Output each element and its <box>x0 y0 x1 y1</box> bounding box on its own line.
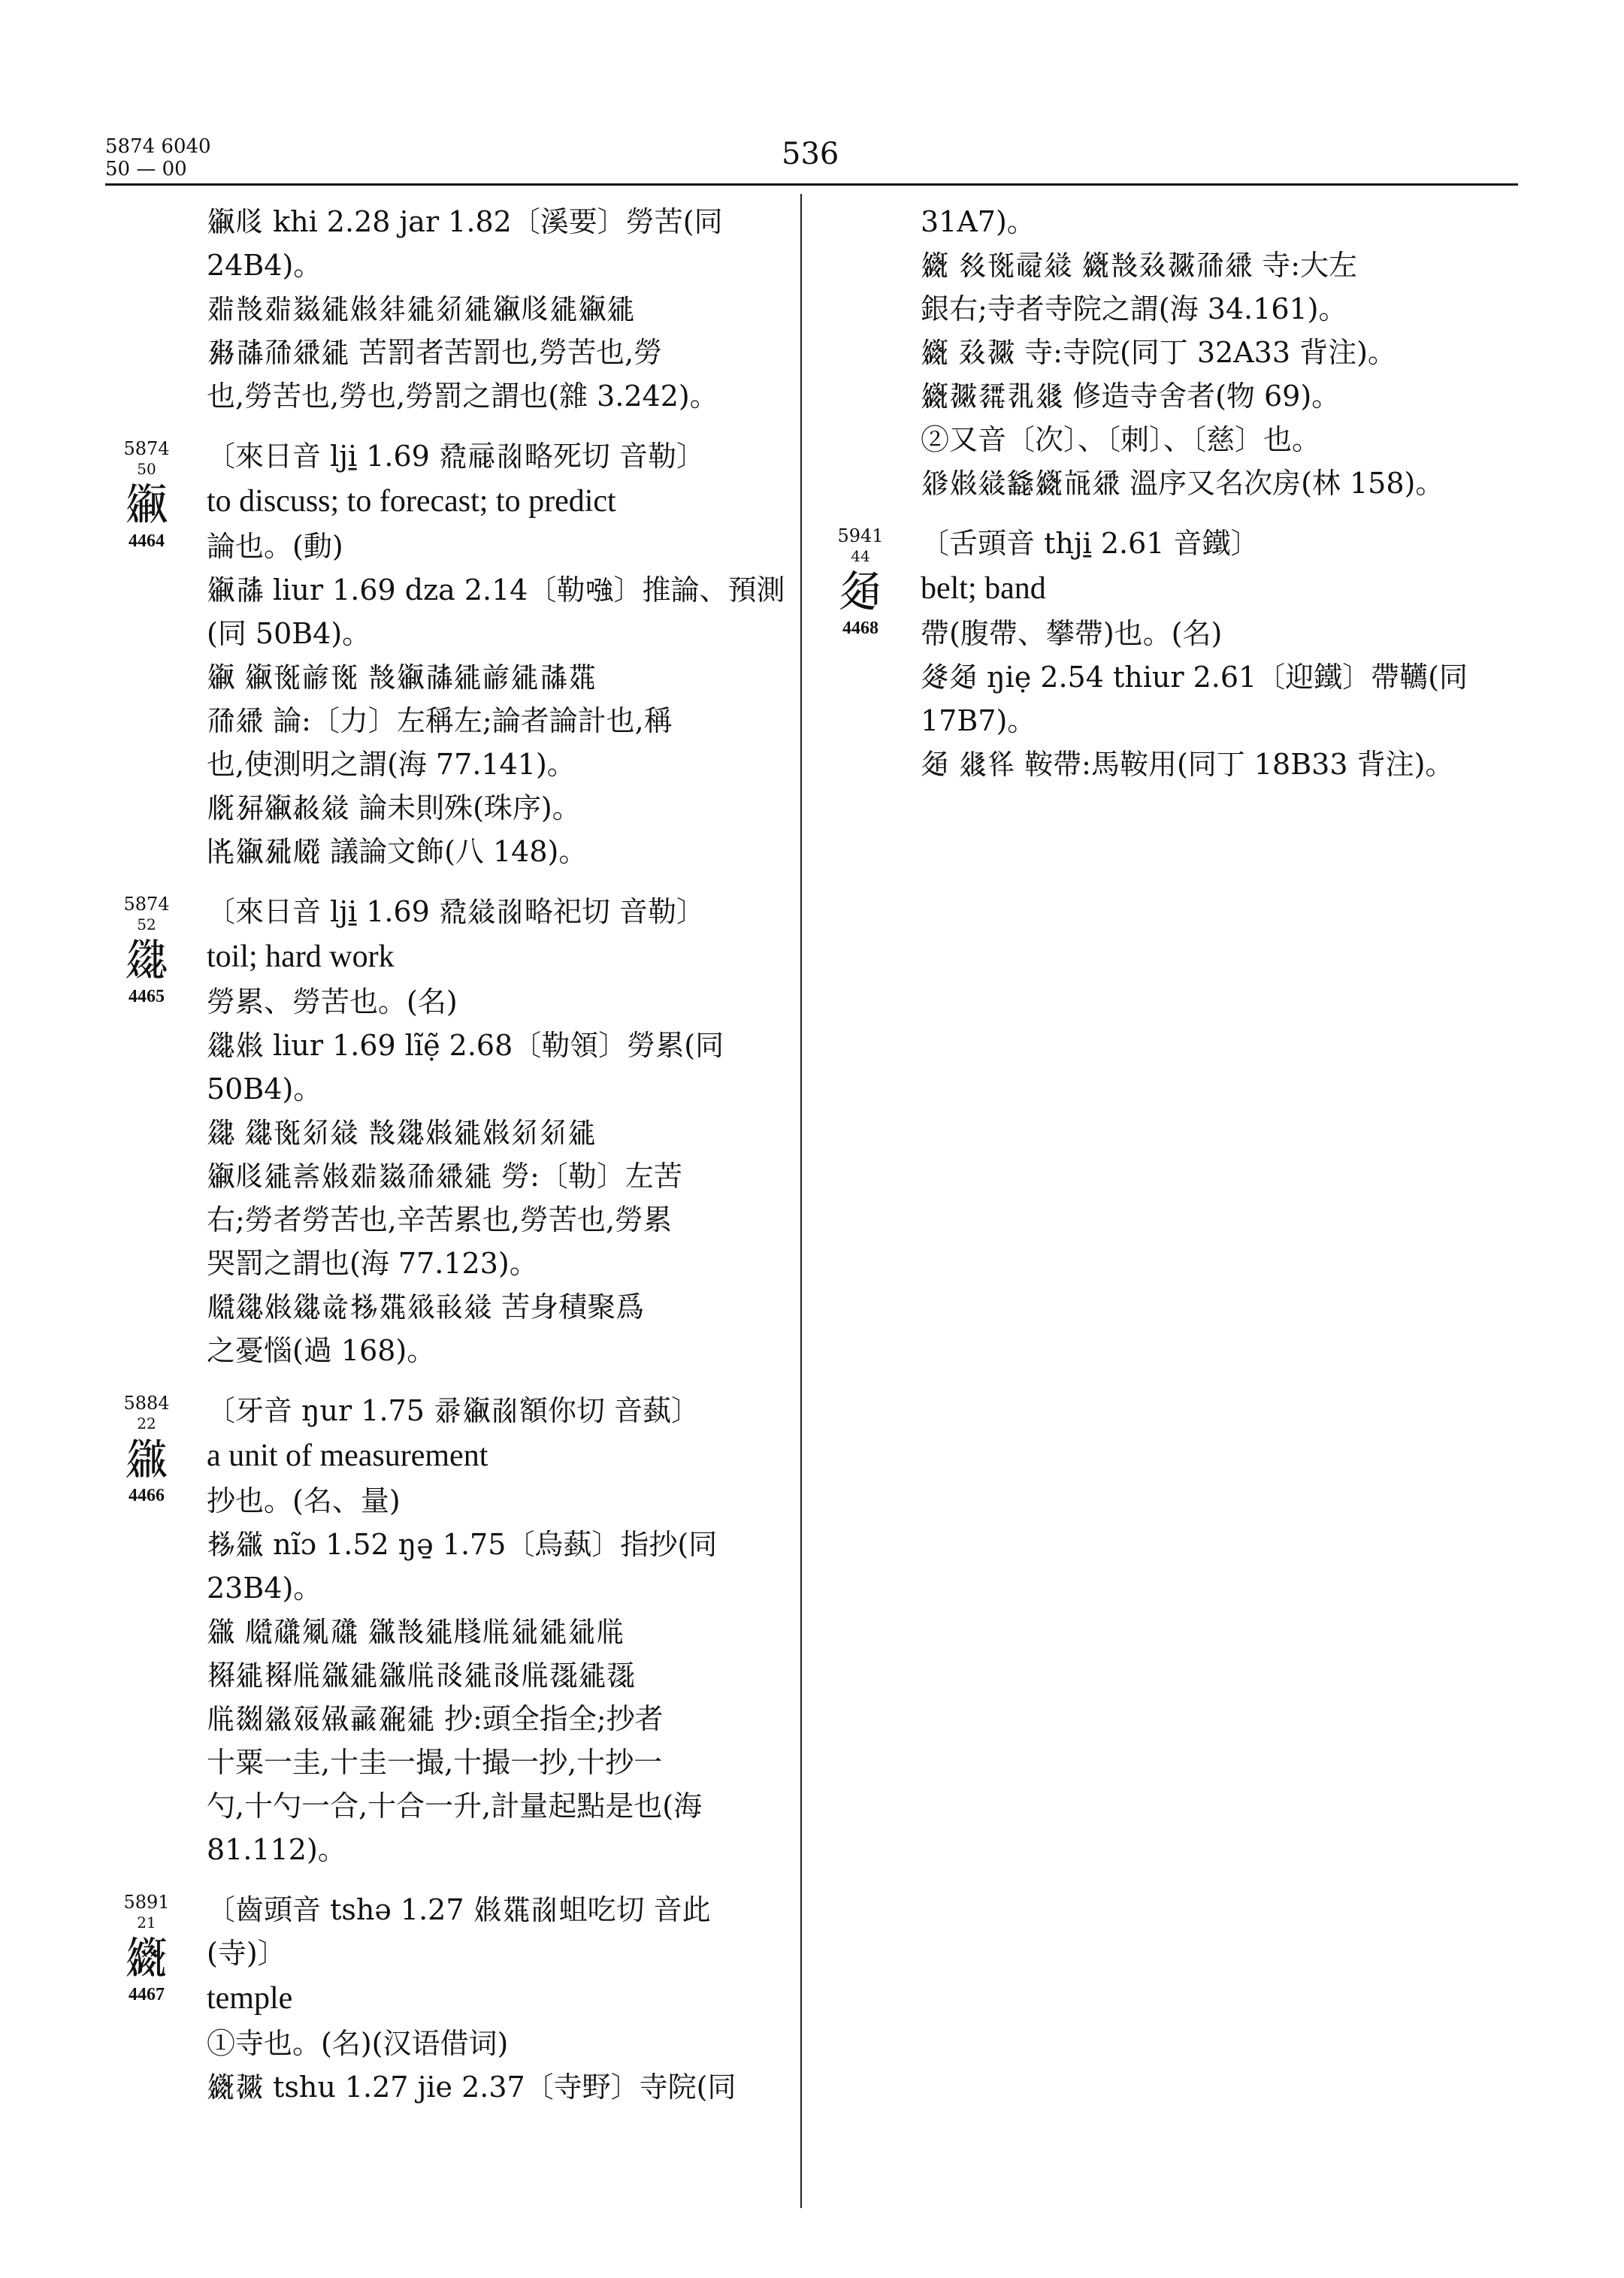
header-entry-range <box>105 135 211 180</box>
english-gloss: temple <box>207 1981 293 2016</box>
text-line: 𗪨𗰜 liur 1.69 dza 2.14〔勒𠼢〕推論、預測 <box>207 573 785 607</box>
entry-subcode: 22 <box>137 1414 156 1432</box>
entry-code: 5874 <box>123 894 170 915</box>
text-line: 抄也。(名、量) <box>207 1484 401 1517</box>
text-line: 帶(腹帶、攀帶)也。(名) <box>921 617 1223 650</box>
pronunciation-line: 〔來日音 lji̱ 1.69 𘟣𗄊𗰖略死切 音勒〕 <box>207 440 706 473</box>
text-line: 銀右;寺者寺院之謂(海 34.161)。 <box>921 292 1347 325</box>
entry-gutter <box>105 437 188 552</box>
pronunciation-line: 〔齒頭音 tshə 1.27 𗏡𗶷𗰖蛆吃切 音此 <box>207 1893 711 1926</box>
dictionary-entry-4466 <box>105 1389 789 1871</box>
text-line: 𗗫𗧓𗗫𗄼𗫡𗧓𗫡𗄼𗰗𗧓𗰗𗄼𗖰𗧓𗖰 <box>207 1659 636 1692</box>
header-rule <box>105 183 1518 186</box>
text-line: 哭罰之謂也(海 77.123)。 <box>207 1247 538 1280</box>
text-line: 右;勞者勞苦也,辛苦累也,勞苦也,勞累 <box>207 1203 673 1236</box>
entry-code: 5884 <box>123 1393 170 1414</box>
text-line: 𗆮𗪩𗏡𗪩𗯨𗈪𗶷𗤻𗷰𗧊 苦身積聚爲 <box>207 1290 645 1324</box>
text-line: 17B7)。 <box>921 704 1036 737</box>
continuation-block <box>819 200 1518 505</box>
headword-glyph: 𗬀 <box>838 566 882 617</box>
text-line: 𗗙𗧗 論:〔力〕左稱左;論者論計也,稱 <box>207 704 673 737</box>
dictionary-entry-4468 <box>819 522 1518 786</box>
text-line: 十粟一圭,十圭一撮,十撮一抄,十抄一 <box>207 1746 663 1779</box>
text-line: 𗅋𗉘𗪨𗳒𗧊 論未則殊(珠序)。 <box>207 791 581 824</box>
entry-number: 4465 <box>129 987 165 1006</box>
text-line: 勞累、勞苦也。(名) <box>207 985 458 1018</box>
entry-number: 4467 <box>129 1985 165 2004</box>
headword-glyph: 𗪩 <box>124 934 168 985</box>
headword-glyph: 𗫡 <box>124 1433 168 1484</box>
right-column <box>819 200 1518 803</box>
pronunciation-line: 〔牙音 ŋur 1.75 𗈁𗪨𗰖額你切 音蓺〕 <box>207 1394 700 1427</box>
page-number: 536 <box>782 137 839 171</box>
text-line: 𗪨𗄴𗧓𗑄𗏡𘄽𘑄𗗙𗧗𗧓 勞:〔勒〕左苦 <box>207 1160 682 1193</box>
text-line: 81.112)。 <box>207 1833 346 1866</box>
entry-subcode: 44 <box>851 547 870 565</box>
text-line: 𗫡 𗆮𗗢𗏇𗗢 𗫡𘕕𗧓𗹦𗄼𗣼𗧓𗣼𗄼 <box>207 1615 625 1648</box>
entry-gutter <box>105 893 188 1007</box>
dictionary-entry-4467 <box>105 1888 789 2109</box>
dictionary-entry-4465 <box>105 890 789 1372</box>
entry-gutter <box>105 1891 188 2005</box>
text-line: (寺)〕 <box>207 1937 286 1970</box>
entry-code: 5941 <box>837 525 884 546</box>
entry-code: 5891 <box>123 1892 170 1913</box>
text-line: 𗫪𗗂 tshu 1.27 jie 2.37〔寺野〕寺院(同 <box>207 2071 736 2104</box>
text-line: 𗈪𗫡 nĩɔ 1.52 ŋə̱ 1.75〔烏蓺〕指抄(同 23B4)。 <box>207 1528 718 1605</box>
entry-subcode: 52 <box>137 915 156 933</box>
entry-gutter <box>105 1392 188 1506</box>
text-line: 𗬀 𗤔𗃛 鞍帶:馬鞍用(同丁 18B33 背注)。 <box>921 748 1454 781</box>
entry-number: 4466 <box>129 1486 165 1505</box>
entry-number: 4464 <box>129 531 165 551</box>
text-line: 31A7)。 <box>921 205 1036 238</box>
english-gloss: belt; band <box>921 571 1046 606</box>
text-line: 也,使測明之謂(海 77.141)。 <box>207 748 576 781</box>
english-gloss: a unit of measurement <box>207 1438 488 1473</box>
left-column <box>105 200 789 2125</box>
english-gloss: to discuss; to forecast; to predict <box>207 484 616 519</box>
header-range-top: 5874 6040 <box>105 135 211 158</box>
english-gloss: toil; hard work <box>207 939 395 974</box>
text-line: ②又音〔次〕、〔刺〕、〔慈〕也。 <box>921 423 1321 456</box>
text-line: 𗫪 𗬥𗍊𗕣𗧊 𗫪𘕕𗡮𗗂𗗙𗧗 寺:大左 <box>921 249 1358 282</box>
text-line: 𗫪𗗂𗉂𗕻𗤔 修造寺舍者(物 69)。 <box>921 380 1341 413</box>
dictionary-entry-4464 <box>105 434 789 873</box>
headword-glyph: 𗪨 <box>124 479 168 530</box>
pronunciation-line: 〔來日音 lji̱ 1.69 𘟣𗧊𗰖略祀切 音勒〕 <box>207 895 706 928</box>
text-line: 𗁂𗪨𗉣𗆧 議論文飾(八 148)。 <box>207 835 588 868</box>
text-line: ①寺也。(名)(汉语借词) <box>207 2027 509 2060</box>
text-line: 𗤁𗏡𗧊𗴮𗫪𗭍𗧗 溫序又名次房(林 158)。 <box>921 467 1444 500</box>
entry-code: 5874 <box>123 438 170 459</box>
text-line: (同 50B4)。 <box>207 617 371 650</box>
text-line: 勺,十勺一合,十合一升,計量起點是也(海 <box>207 1789 703 1823</box>
text-line: 𗫪 𗡮𗗂 寺:寺院(同丁 32A33 背注)。 <box>921 336 1396 369</box>
entry-gutter <box>819 525 902 639</box>
text-line: 論也。(動) <box>207 530 343 563</box>
text-line: 𗪩𗏡 liur 1.69 lĩẹ̃ 2.68〔勒領〕勞累(同 50B4)。 <box>207 1029 724 1106</box>
entry-subcode: 21 <box>137 1913 156 1932</box>
text-line: 也,勞苦也,勞也,勞罰之謂也(雜 3.242)。 <box>207 380 718 413</box>
column-divider <box>800 194 802 2208</box>
pronunciation-line: 〔舌頭音 thji̱ 2.61 音鐵〕 <box>921 527 1260 560</box>
text-line: 𗪨 𗪨𗍊𗑗𗍊 𘕕𗪨𗰜𗧓𗑗𗧓𗰜𗶷 <box>207 661 597 694</box>
continuation-block <box>105 200 789 418</box>
text-line: 之憂惱(過 168)。 <box>207 1334 436 1367</box>
text-line: 𗉛𗰜𗗙𗧗𗧓 苦罰者苦罰也,勞苦也,勞 <box>207 336 663 369</box>
text-line: 𗪨𗄴 khi 2.28 jar 1.82〔溪要〕勞苦(同 24B4)。 <box>207 205 723 282</box>
text-line: 𗄼𗉅𗫉𗡞𗏣𗈉𗘂𗧓 抄:頭全指全;抄者 <box>207 1702 664 1735</box>
entry-number: 4468 <box>842 619 879 638</box>
text-line: 𗪩 𗪩𗍊𗢯𗧊 𘕕𗪩𗏡𗧓𗏡𗢯𗢯𗧓 <box>207 1116 597 1149</box>
headword-glyph: 𗫪 <box>124 1932 168 1983</box>
text-line: 𗬁𗬀 ŋiẹ 2.54 thiur 2.61〔迎鐵〕帶韉(同 <box>921 661 1468 694</box>
text-line: 𘄽𘕕𘄽𘑄𗧓𗏡𗢳𗧓𗢯𗧓𗪨𗄴𗧓𗪨𗧓 <box>207 292 636 325</box>
header-range-bottom: 50 — 00 <box>105 158 187 180</box>
entry-subcode: 50 <box>137 460 156 478</box>
